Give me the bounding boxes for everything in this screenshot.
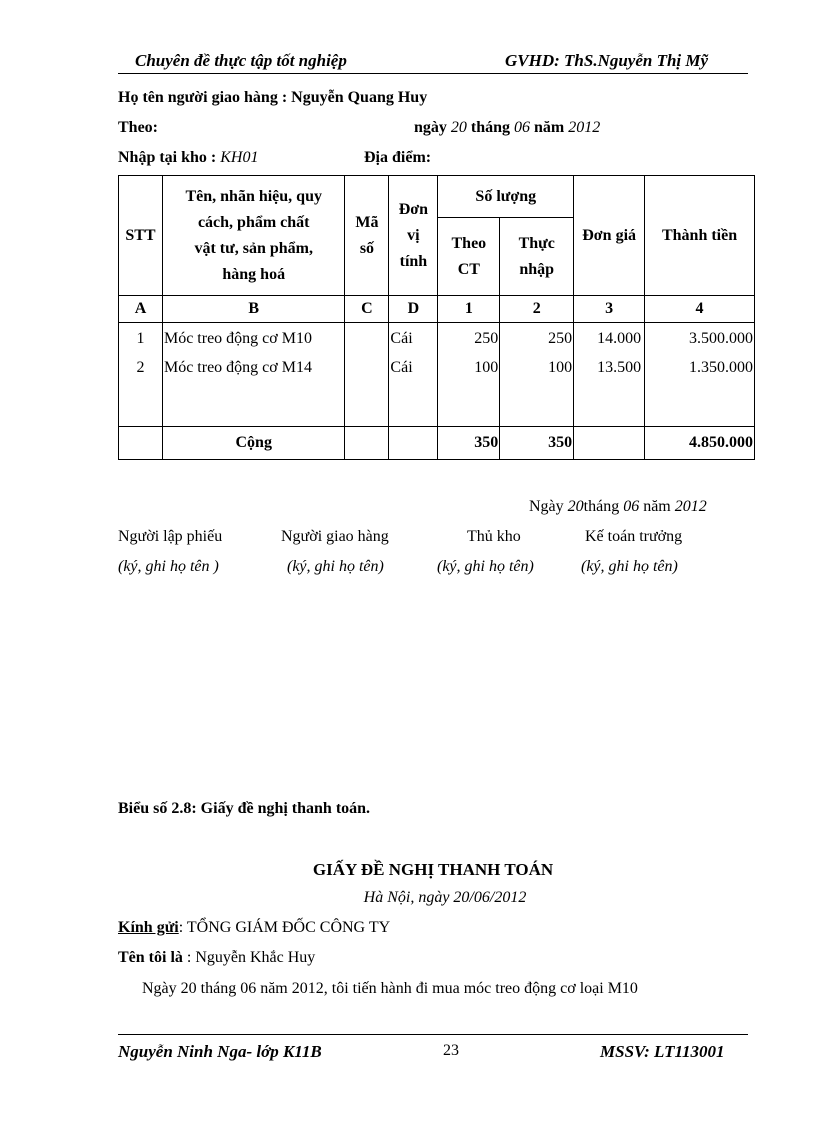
col-qty-header: Số lượng — [438, 176, 574, 218]
index-cell: A — [119, 296, 163, 323]
name-header-l1: Tên, nhãn hiệu, quy — [185, 187, 322, 205]
sign-note-storekeeper: (ký, ghi họ tên) — [437, 558, 534, 575]
header-left: Chuyên đề thực tập tốt nghiệp — [135, 51, 347, 70]
sig-date-ngay: Ngày — [529, 498, 564, 515]
name-value: : Nguyễn Khắc Huy — [186, 949, 316, 966]
total-stt-cell — [119, 427, 163, 460]
col-qty-actual-header — [500, 218, 574, 296]
qty-actual-l2: nhập — [519, 260, 555, 278]
role-deliverer: Người giao hàng — [281, 528, 389, 545]
unit-cell — [389, 323, 438, 427]
qty-doc-l2: CT — [457, 260, 480, 278]
sig-date-year: 2012 — [674, 498, 707, 515]
table-row-2-amount: 1.350.000 — [689, 359, 753, 376]
table-row-1-amount: 3.500.000 — [689, 330, 753, 347]
warehouse-code: KH01 — [220, 149, 259, 166]
sig-date-nam: năm — [643, 498, 671, 515]
stt-cell — [119, 323, 163, 427]
price-cell — [574, 323, 645, 427]
col-amount-header: Thành tiền — [645, 176, 755, 296]
role-storekeeper: Thủ kho — [467, 528, 521, 545]
index-cell: 2 — [500, 296, 574, 323]
date-month: 06 — [514, 119, 531, 136]
table-row-1-unit: Cái — [390, 330, 413, 347]
request-body: Ngày 20 tháng 06 năm 2012, tôi tiến hành đi mua móc treo động cơ loại M10 — [142, 980, 638, 997]
table-row-1-qty-doc: 250 — [474, 330, 499, 347]
footer-rule — [118, 1034, 748, 1035]
signature-date — [529, 498, 707, 516]
qty-doc-l1: Theo — [451, 234, 487, 252]
index-cell: 1 — [438, 296, 500, 323]
unit-header-l3: tính — [399, 252, 428, 270]
sign-note-chief-accountant: (ký, ghi họ tên) — [581, 558, 678, 575]
header-rule — [118, 73, 748, 74]
name-header-l4: hàng hoá — [222, 265, 286, 283]
date-day: 20 — [450, 119, 467, 136]
deliverer-line — [118, 89, 427, 107]
sign-note-deliverer: (ký, ghi họ tên) — [287, 558, 384, 575]
total-amount: 4.850.000 — [645, 427, 755, 460]
name-label: Tên tôi là — [118, 949, 183, 966]
request-title: GIẤY ĐỀ NGHỊ THANH TOÁN — [312, 860, 554, 879]
sig-date-month: 06 — [623, 498, 640, 515]
goods-receipt-table — [118, 175, 755, 460]
index-cell: 3 — [574, 296, 645, 323]
table-row-1-qty-actual: 250 — [548, 330, 573, 347]
role-chief-accountant: Kế toán trưởng — [585, 528, 683, 545]
col-code-header — [345, 176, 389, 296]
table-row-2-qty-actual: 100 — [548, 359, 573, 376]
role-preparer: Người lập phiếu — [118, 528, 223, 545]
col-price-header: Đơn giá — [574, 176, 645, 296]
table-row-1-stt: 1 — [136, 330, 145, 347]
deliverer-name: Nguyễn Quang Huy — [291, 89, 428, 106]
table-body — [119, 323, 755, 427]
total-unit-cell — [389, 427, 438, 460]
table-row-1-name: Móc treo động cơ M10 — [163, 330, 312, 347]
sig-date-day: 20 — [567, 498, 584, 515]
to-value: : TỔNG GIÁM ĐỐC CÔNG TY — [178, 919, 391, 936]
warehouse-line — [118, 149, 258, 167]
col-unit-header — [389, 176, 438, 296]
amount-cell — [645, 323, 755, 427]
total-label: Cộng — [162, 427, 345, 460]
code-header-l1: Mã — [355, 213, 379, 231]
index-cell: D — [389, 296, 438, 323]
qty-doc-cell — [438, 323, 500, 427]
date-year: 2012 — [568, 119, 601, 136]
table-header-row — [119, 176, 755, 218]
total-price-cell — [574, 427, 645, 460]
index-cell: 4 — [645, 296, 755, 323]
footer-author: Nguyễn Ninh Nga- lớp K11B — [118, 1042, 322, 1061]
location-label: Địa điểm: — [364, 149, 432, 166]
index-cell: B — [162, 296, 345, 323]
date-nam: năm — [534, 119, 565, 136]
index-cell: C — [345, 296, 389, 323]
to-label: Kính gửi — [118, 919, 179, 936]
request-name-line — [118, 949, 315, 967]
table-row-1-price: 14.000 — [597, 330, 642, 347]
table-row-2-qty-doc: 100 — [474, 359, 499, 376]
name-header-l3: vật tư, sản phẩm, — [194, 239, 313, 257]
date-thang: tháng — [470, 119, 511, 136]
total-qty-doc: 350 — [438, 427, 500, 460]
theo-label: Theo: — [118, 119, 158, 136]
col-qty-doc-header — [438, 218, 500, 296]
table-row-2-price: 13.500 — [597, 359, 642, 376]
table-row-2-unit: Cái — [390, 359, 413, 376]
name-cell — [162, 323, 345, 427]
qty-actual-cell — [500, 323, 574, 427]
sig-date-thang: tháng — [583, 498, 620, 515]
footer-student-id: MSSV: LT113001 — [600, 1042, 725, 1061]
table-row-2-name: Móc treo động cơ M14 — [163, 359, 312, 376]
index-row — [119, 296, 755, 323]
section-caption: Biểu số 2.8: Giấy đề nghị thanh toán. — [118, 800, 371, 817]
header-right: GVHD: ThS.Nguyễn Thị Mỹ — [505, 51, 709, 70]
total-qty-actual: 350 — [500, 427, 574, 460]
receipt-date — [414, 119, 600, 137]
table-row-2-stt: 2 — [136, 359, 145, 376]
unit-header-l1: Đơn — [398, 200, 429, 218]
code-cell — [345, 323, 389, 427]
deliverer-label: Họ tên người giao hàng : — [118, 89, 288, 106]
warehouse-label: Nhập tại kho : — [118, 149, 217, 166]
page-number: 23 — [443, 1042, 459, 1059]
unit-header-l2: vị — [407, 226, 420, 244]
date-ngay: ngày — [414, 119, 447, 136]
col-name-header — [162, 176, 345, 296]
request-place-date: Hà Nội, ngày 20/06/2012 — [363, 889, 527, 906]
col-stt-header: STT — [119, 176, 163, 296]
name-header-l2: cách, phẩm chất — [197, 213, 310, 231]
sign-note-preparer: (ký, ghi họ tên ) — [118, 558, 219, 575]
qty-actual-l1: Thực — [518, 234, 555, 252]
code-header-l2: số — [359, 239, 375, 257]
total-code-cell — [345, 427, 389, 460]
request-to-line — [118, 919, 390, 937]
total-row — [119, 427, 755, 460]
